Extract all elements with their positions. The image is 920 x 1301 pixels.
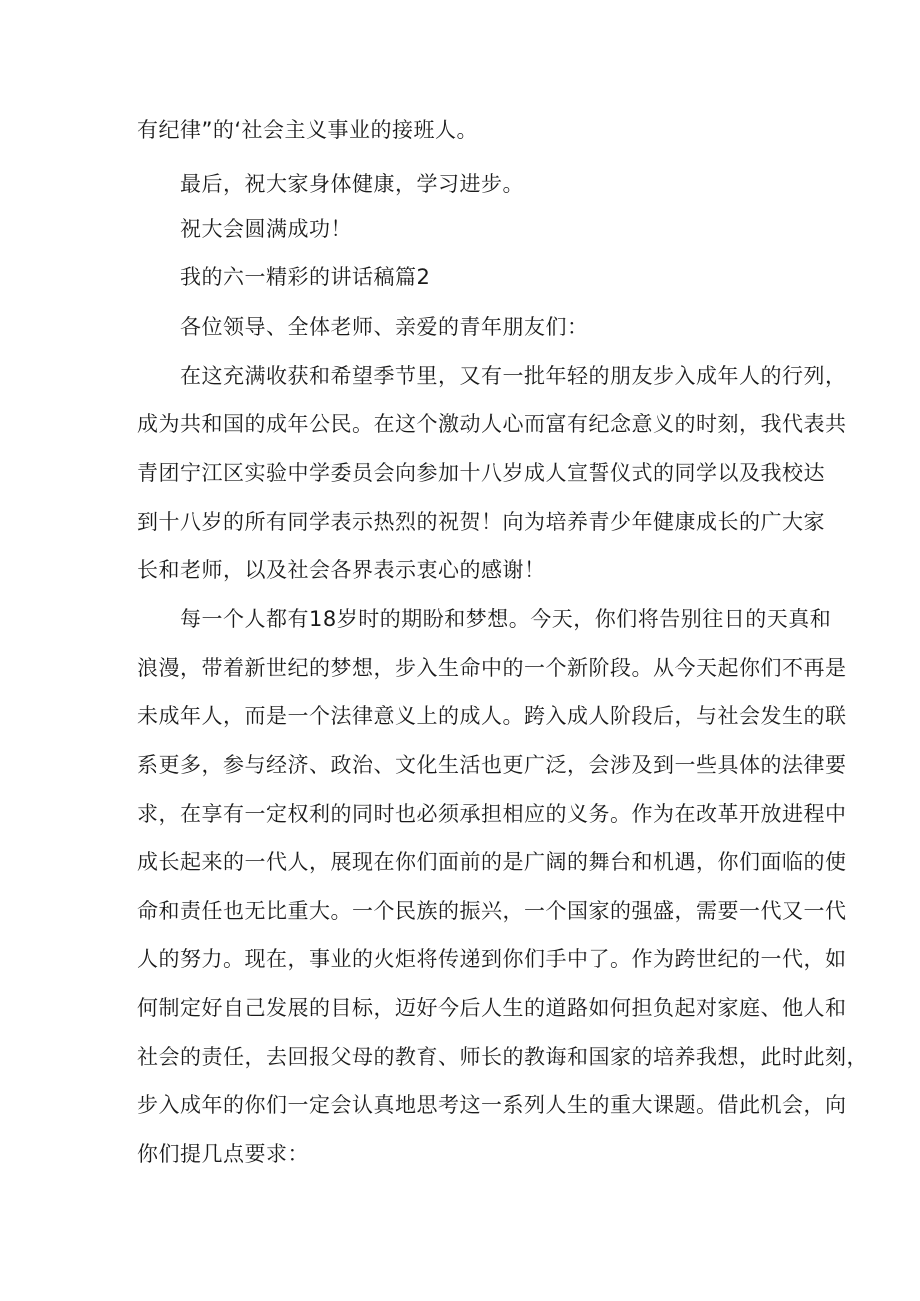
paragraph-1-line-1: 在这充满收获和希望季节里，又有一批年轻的朋友步入成年人的行列， bbox=[180, 364, 847, 388]
paragraph-2-line-12: 你们提几点要求： bbox=[137, 1142, 309, 1166]
paragraph-1-line-2: 成为共和国的成年公民。在这个激动人心而富有纪念意义的时刻，我代表共 bbox=[137, 412, 847, 436]
salutation: 各位领导、全体老师、亲爱的青年朋友们： bbox=[180, 315, 589, 339]
paragraph-2-line-7: 命和责任也无比重大。一个民族的振兴，一个国家的强盛，需要一代又一代 bbox=[137, 899, 847, 923]
paragraph-2-line-10: 社会的责任，去回报父母的教育、师长的教诲和国家的培养我想，此时此刻， bbox=[137, 1045, 868, 1069]
paragraph-1-line-4: 到十八岁的所有同学表示热烈的祝贺！向为培养青少年健康成长的广大家 bbox=[137, 510, 825, 534]
text-line-2: 最后，祝大家身体健康，学习进步。 bbox=[180, 172, 524, 196]
paragraph-2-line-9: 何制定好自己发展的目标，迈好今后人生的道路如何担负起对家庭、他人和 bbox=[137, 996, 847, 1020]
section-heading: 我的六一精彩的讲话稿篇2 bbox=[180, 265, 431, 289]
paragraph-1-line-5: 长和老师，以及社会各界表示衷心的感谢！ bbox=[137, 558, 546, 582]
paragraph-2-line-11: 步入成年的你们一定会认真地思考这一系列人生的重大课题。借此机会，向 bbox=[137, 1093, 847, 1117]
paragraph-2-line-4: 系更多，参与经济、政治、文化生活也更广泛，会涉及到一些具体的法律要 bbox=[137, 753, 847, 777]
paragraph-2-line-1: 每一个人都有18岁时的期盼和梦想。今天，你们将告别往日的天真和 bbox=[180, 607, 832, 631]
paragraph-2-line-6: 成长起来的一代人，展现在你们面前的是广阔的舞台和机遇，你们面临的使 bbox=[137, 850, 847, 874]
text-line-1: 有纪律”的‘社会主义事业的接班人。 bbox=[137, 118, 479, 142]
paragraph-2-line-3: 未成年人，而是一个法律意义上的成人。跨入成人阶段后，与社会发生的联 bbox=[137, 704, 847, 728]
paragraph-2-line-5: 求，在享有一定权利的同时也必须承担相应的义务。作为在改革开放进程中 bbox=[137, 802, 847, 826]
text-line-3: 祝大会圆满成功！ bbox=[180, 217, 352, 241]
paragraph-1-line-3: 青团宁江区实验中学委员会向参加十八岁成人宣誓仪式的同学以及我校达 bbox=[137, 461, 825, 485]
paragraph-2-line-8: 人的努力。现在，事业的火炬将传递到你们手中了。作为跨世纪的一代，如 bbox=[137, 947, 847, 971]
paragraph-2-line-2: 浪漫，带着新世纪的梦想，步入生命中的一个新阶段。从今天起你们不再是 bbox=[137, 656, 847, 680]
